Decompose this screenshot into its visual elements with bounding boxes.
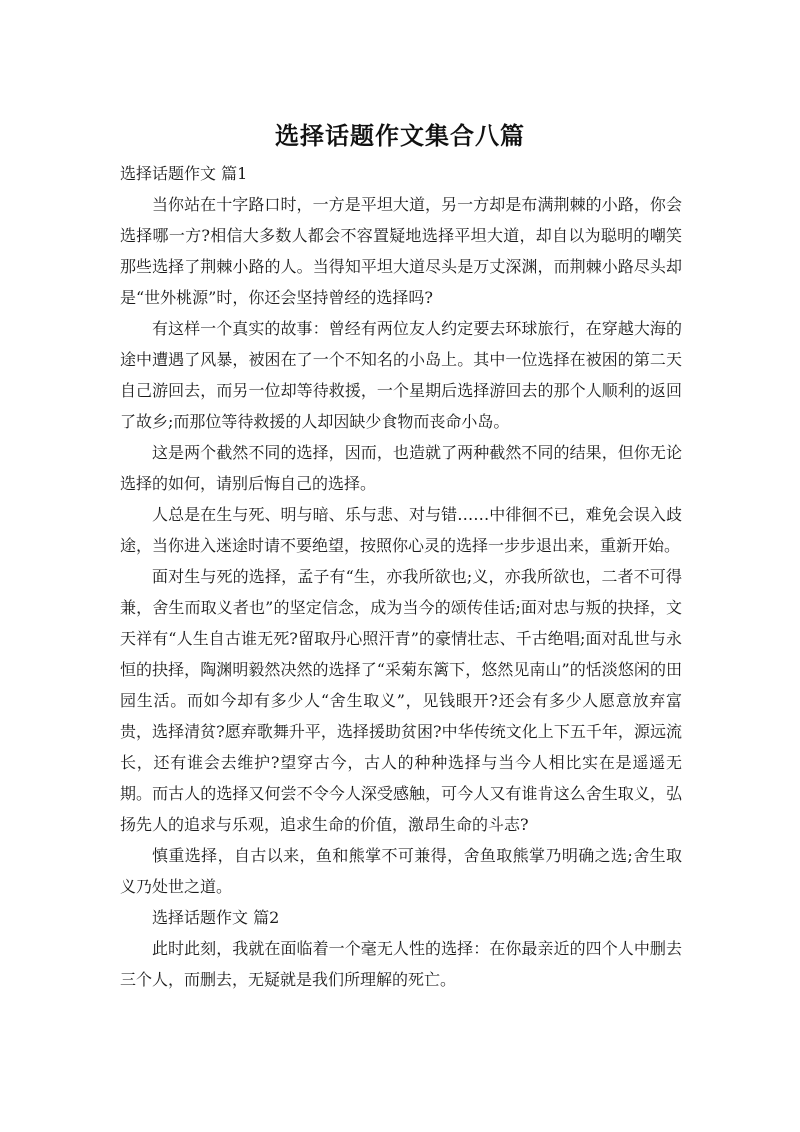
paragraph: 面对生与死的选择，孟子有“生，亦我所欲也;义，亦我所欲也，二者不可得兼，舍生而取义者也”的坚定信念，成为当今的颂传佳话;面对忠与叛的抉择，文天祥有“人生自古谁无死?留取丹心照汗青”的豪情壮志、千古绝唱;面对乱世与永恒的抉择，陶渊明毅然决然的选择了“采菊东篱下，悠然见南山”的恬淡悠闲的田园生活。而如今却有多少人“舍生取义”，见钱眼开?还会有多少人愿意放弃富贵，选择清贫?愿弃歌舞升平，选择援助贫困?中华传统文化上下五千年，源远流长，还有谁会去维护?望穿古今，古人的种种选择与当今人相比实在是遥遥无期。而古人的选择又何尝不令今人深受感触，可今人又有谁肯这么舍生取义，弘扬先人的追求与乐观，追求生命的价值，激昂生命的斗志?: [120, 567, 682, 834]
paragraph: 此时此刻，我就在面临着一个毫无人性的选择：在你最亲近的四个人中删去三个人，而删去，无疑就是我们所理解的死亡。: [120, 939, 682, 989]
document-body: [120, 158, 682, 995]
paragraph: 有这样一个真实的故事：曾经有两位友人约定要去环球旅行，在穿越大海的途中遭遇了风暴，被困在了一个不知名的小岛上。其中一位选择在被困的第二天自己游回去，而另一位却等待救援，一个星期后选择游回去的那个人顺利的返回了故乡;而那位等待救援的人却因缺少食物而丧命小岛。: [120, 319, 682, 431]
paragraph: 人总是在生与死、明与暗、乐与悲、对与错……中徘徊不已，难免会误入歧途，当你进入迷途时请不要绝望，按照你心灵的选择一步步退出来，重新开始。: [120, 505, 682, 555]
paragraph: 慎重选择，自古以来，鱼和熊掌不可兼得，舍鱼取熊掌乃明确之选;舍生取义乃处世之道。: [120, 846, 682, 896]
section-heading-1: 选择话题作文 篇1: [120, 164, 248, 183]
paragraph: 当你站在十字路口时，一方是平坦大道，另一方却是布满荆棘的小路，你会选择哪一方?相信大多数人都会不容置疑地选择平坦大道，却自以为聪明的嘲笑那些选择了荆棘小路的人。当得知平坦大道尽头是万丈深渊，而荆棘小路尽头却是“世外桃源”时，你还会坚持曾经的选择吗?: [120, 195, 682, 307]
document-title: 选择话题作文集合八篇: [275, 122, 525, 150]
paragraph: 这是两个截然不同的选择，因而，也造就了两种截然不同的结果，但你无论选择的如何，请别后悔自己的选择。: [120, 443, 682, 493]
section-heading-2: 选择话题作文 篇2: [152, 908, 280, 927]
